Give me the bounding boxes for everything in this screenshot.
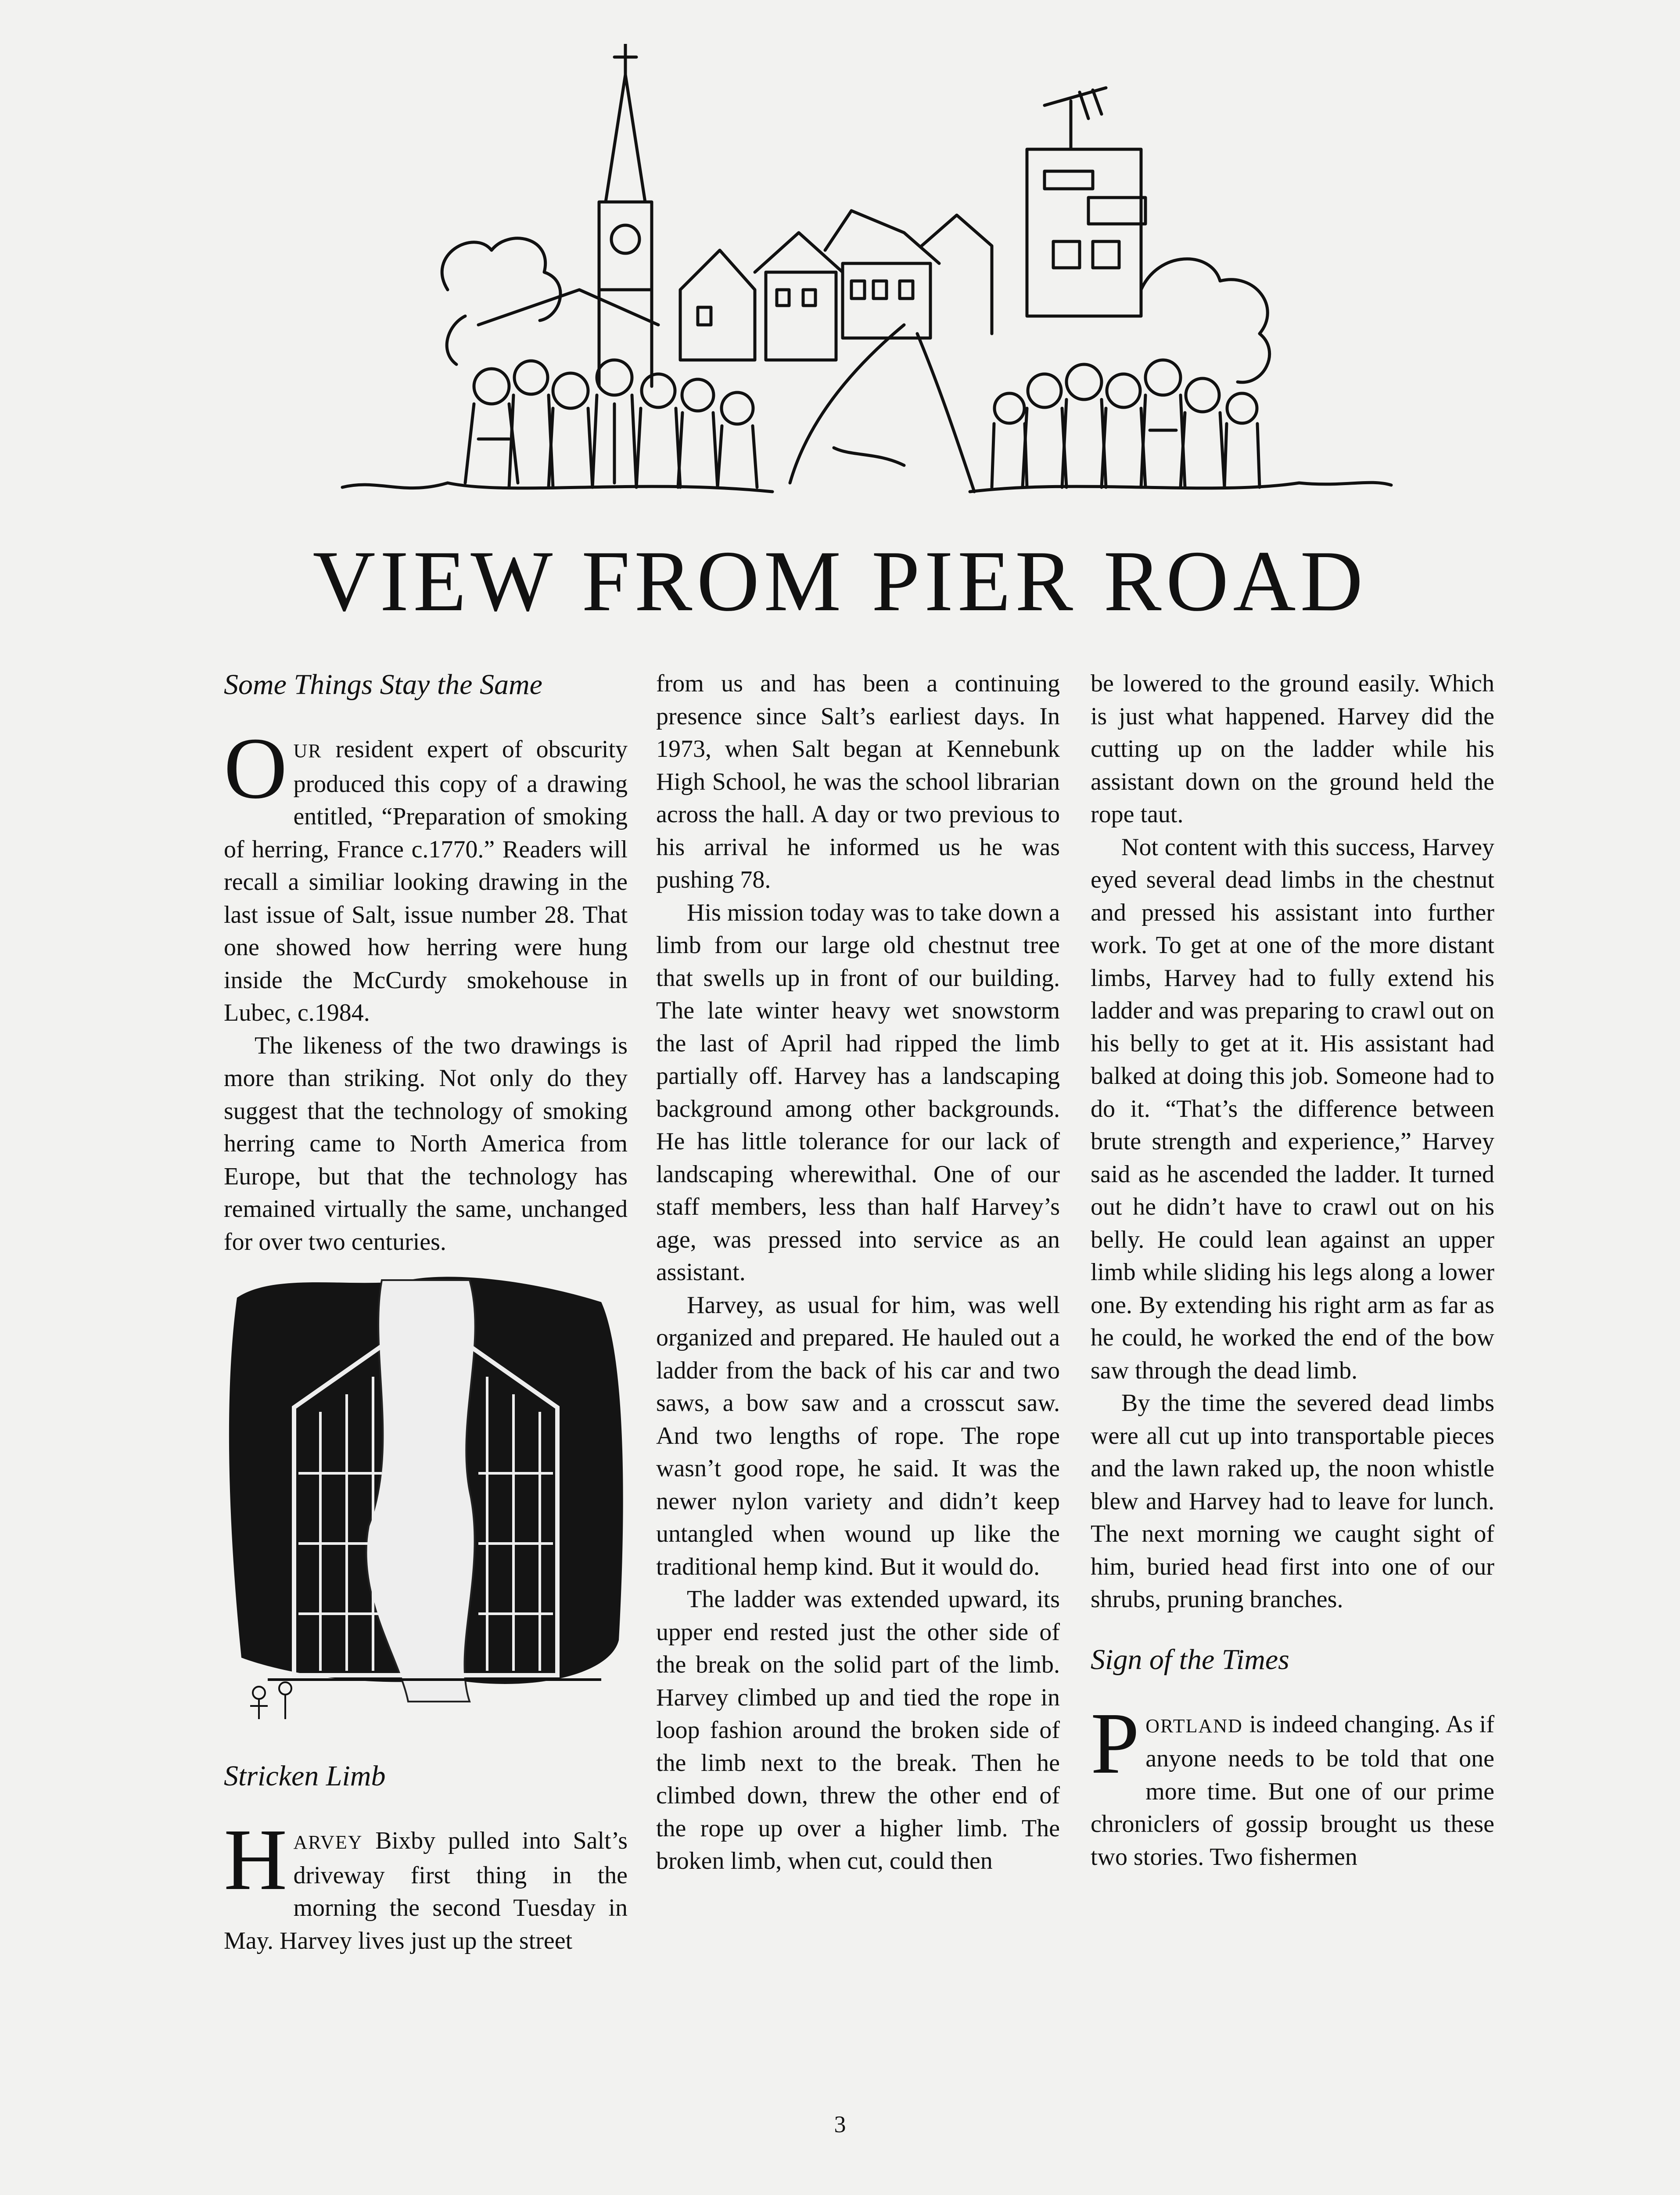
- article-paragraph: The likeness of the two drawings is more than striking. Not only do they suggest that the technology of smoking herring came to North America from Europe, but that the technology has remained virtually the same, unchanged for over two centuries.: [224, 1032, 628, 1256]
- page-title: VIEW FROM PIER ROAD: [312, 533, 1368, 629]
- article-paragraph: OUR resident expert of obscurity produced this copy of a drawing entitled, “Preparation of smoking of herring, France c.1770.” Readers will recall a similiar looking drawing in the last issue of Salt, issue number 28. That one showed how herring were hung inside the McCurdy smokehouse in Lubec, c.1984.: [224, 720, 628, 1026]
- drop-cap: H: [224, 1811, 287, 1908]
- column-3: [1091, 667, 1494, 1873]
- lead-small-caps: ARVEY: [293, 1832, 363, 1853]
- article-paragraph: Not content with this success, Harvey eyed several dead limbs in the chestnut and pressed his assistant into further work. To get at one of the more distant limbs, Harvey had to fully extend his ladder and was preparing to crawl out on his belly to get at it. His assistant had balked at doing this job. Someone had to do it. “That’s the difference between brute strength and experience,” Harvey said as he ascended the ladder. It turned out he didn’t have to crawl out on his belly. He could lean against an upper limb while sliding his legs along a lower one. By extending his right arm as far as he could, he worked the end of the bow saw through the dead limb.: [1091, 833, 1494, 1384]
- lead-small-caps: ORTLAND: [1145, 1715, 1243, 1737]
- article-paragraph: By the time the severed dead limbs were all cut up into transportable pieces and the lawn raked up, the noon whistle blew and Harvey had to leave for lunch. The next morning we caught sight of him, buried head first into one of our shrubs, pruning branches.: [1091, 1389, 1494, 1613]
- article-paragraph: The ladder was extended upward, its upper end rested just the other side of the break on the solid part of the limb. Harvey climbed up and tied the rope in loop fashion around the broken side of the limb next to the break. Then he climbed down, threw the other end of the rope up over a higher limb. The broken limb, when cut, could then: [656, 1586, 1060, 1875]
- page-number: 3: [834, 2111, 846, 2137]
- lead-small-caps: UR: [293, 740, 322, 762]
- column-1: [224, 667, 628, 1957]
- article-paragraph: PORTLAND is indeed changing. As if anyone needs to be told that one more time. But one of our prime chroniclers of gossip brought us these two stories. Two fishermen: [1091, 1695, 1494, 1871]
- drop-cap: O: [224, 720, 287, 817]
- article-paragraph: from us and has been a continuing presence since Salt’s earliest days. In 1973, when Salt began at Kennebunk High School, he was the school librarian across the hall. A day or two previous to his arrival he informed us he was pushing 78.: [656, 670, 1060, 893]
- section-heading: Sign of the Times: [1091, 1643, 1289, 1676]
- drop-cap: P: [1091, 1695, 1140, 1792]
- column-2: [656, 667, 1060, 1878]
- article-paragraph: His mission today was to take down a limb from our large old chestnut tree that swells up in front of our building. The late winter heavy wet snowstorm the last of April had ripped the limb partially off. Harvey has a landscaping background among other backgrounds. He has little tolerance for our lack of landscaping wherewithal. One of our staff members, less than half Harvey’s age, was pressed into service as an assistant.: [656, 899, 1060, 1286]
- article-paragraph: HARVEY Bixby pulled into Salt’s driveway first thing in the morning the second Tuesday in May. Harvey lives just up the street: [224, 1811, 628, 1954]
- article-paragraph: Harvey, as usual for him, was well organized and prepared. He hauled out a ladder from the back of his car and two saws, a bow saw and a crosscut saw. And two lengths of rope. The rope wasn’t good rope, he said. It was the newer nylon variety and didn’t keep untangled when wound up like the traditional hemp kind. But it would do.: [656, 1291, 1060, 1580]
- article-paragraph: be lowered to the ground easily. Which is just what happened. Harvey did the cutting up on the ladder while his assistant down on the ground held the rope taut.: [1091, 670, 1494, 828]
- section-heading: Some Things Stay the Same: [224, 669, 542, 701]
- section-heading: Stricken Limb: [224, 1760, 386, 1792]
- village-crowd-illustration: [334, 44, 1396, 518]
- smokehouse-illustration: [224, 1263, 632, 1728]
